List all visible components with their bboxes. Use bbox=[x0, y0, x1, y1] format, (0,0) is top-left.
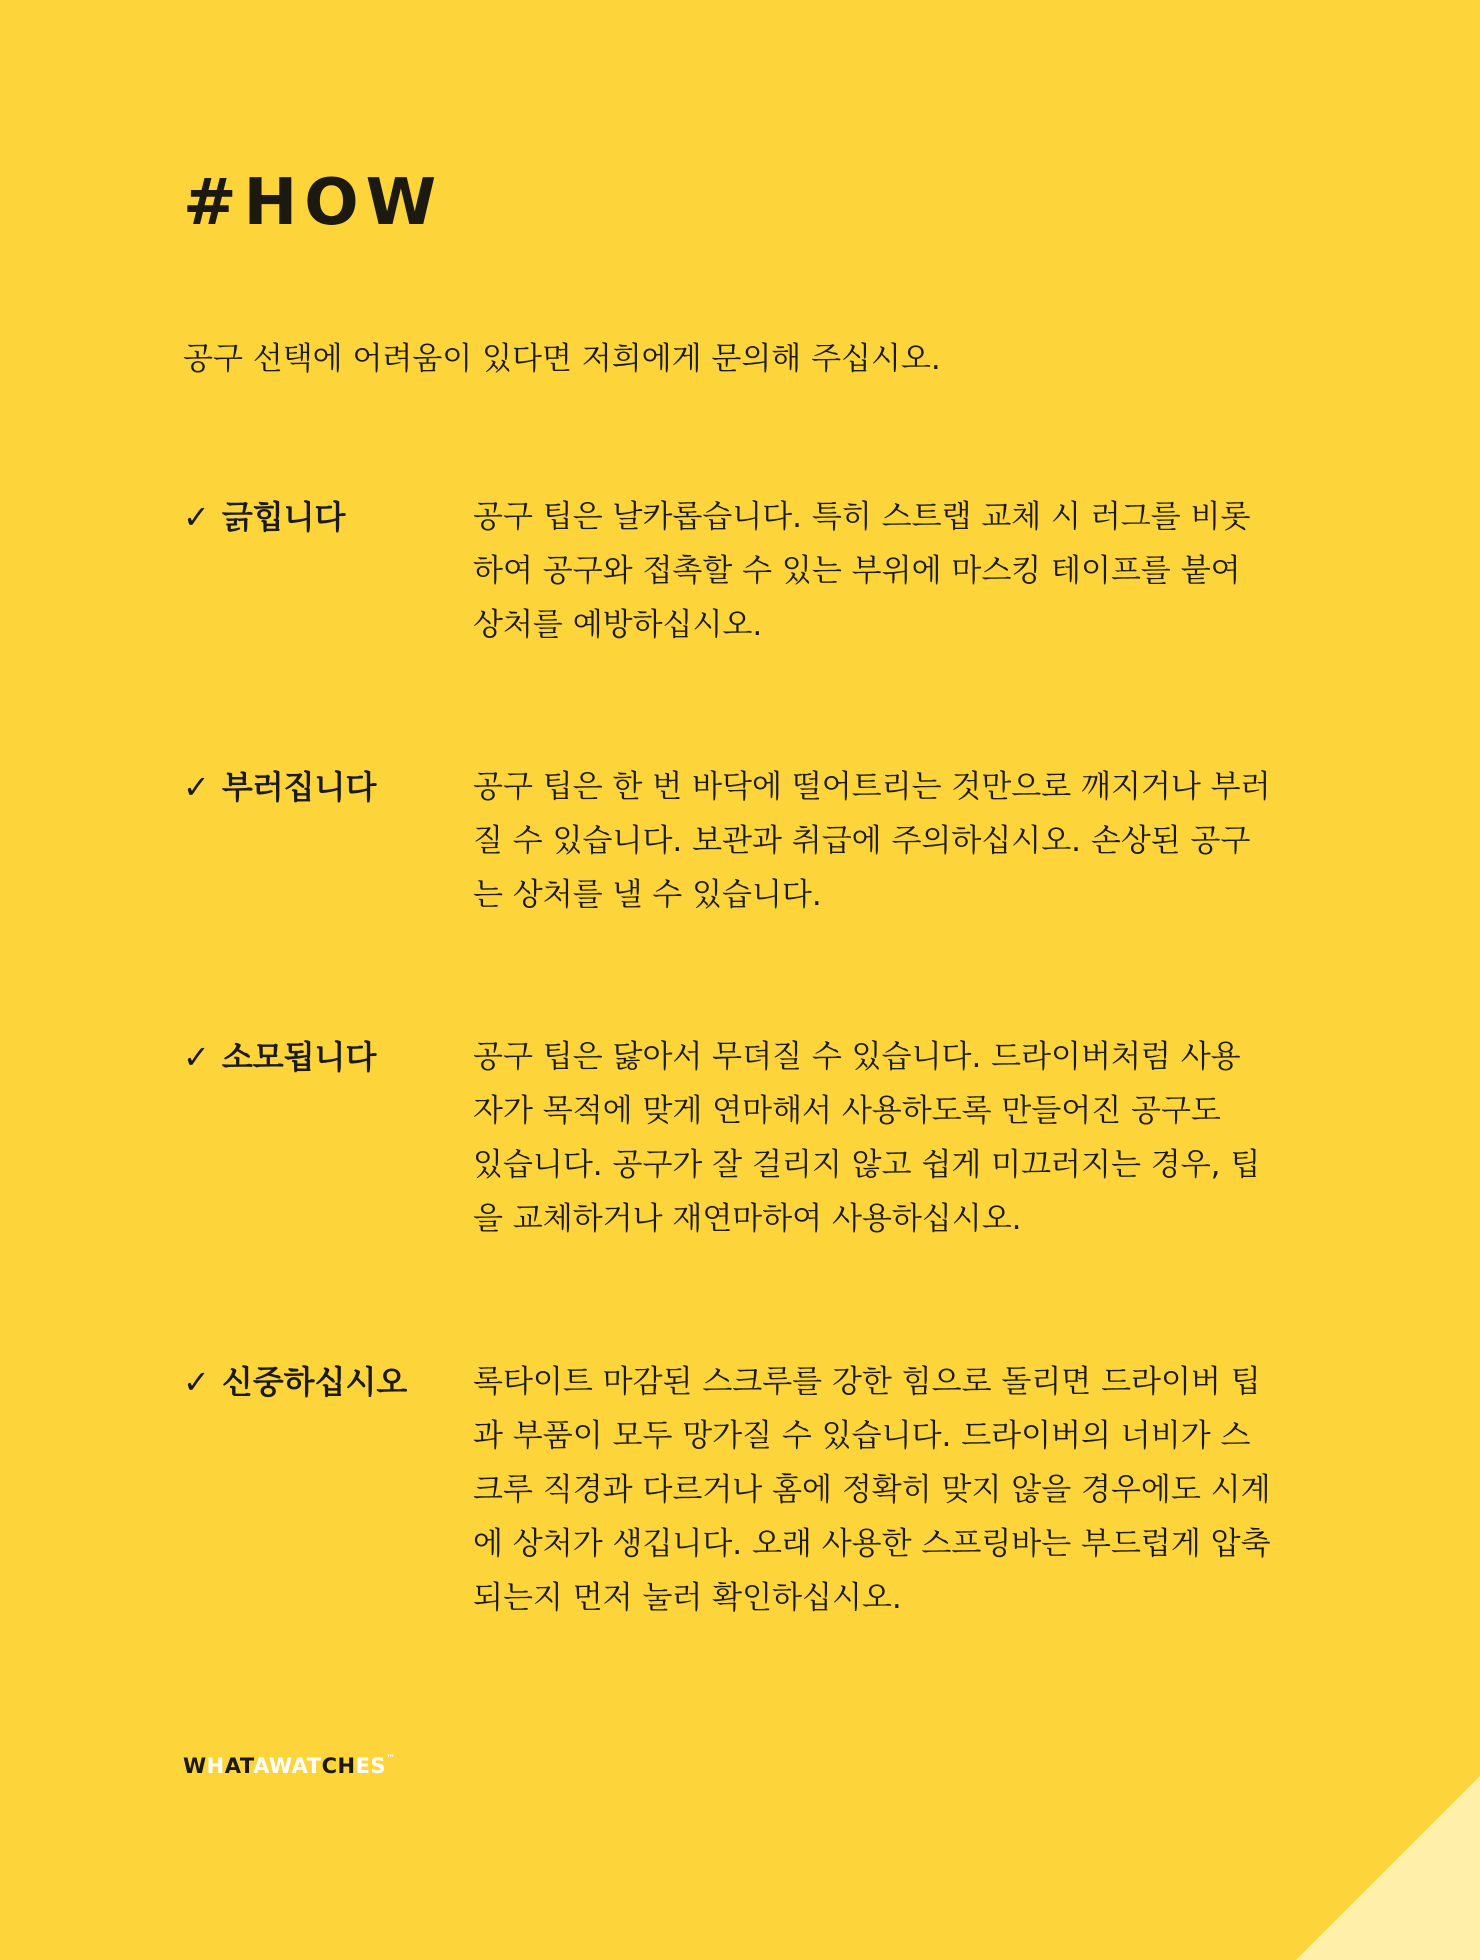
logo-part: AT bbox=[224, 1754, 254, 1778]
check-icon: ✓ bbox=[183, 498, 210, 536]
logo-part: ES bbox=[355, 1754, 387, 1778]
body-line: 록타이트 마감된 스크루를 강한 힘으로 돌리면 드라이버 팁 bbox=[473, 1364, 1261, 1400]
trademark-mark: ™ bbox=[386, 1754, 396, 1764]
body-line: 크루 직경과 다르거나 홈에 정확히 맞지 않을 경우에도 시계 bbox=[473, 1472, 1271, 1508]
section-body bbox=[473, 1355, 1295, 1625]
body-line: 공구 팁은 한 번 바닥에 떨어트리는 것만으로 깨지거나 부러 bbox=[473, 769, 1271, 805]
body-line: 질 수 있습니다. 보관과 취급에 주의하십시오. 손상된 공구 bbox=[473, 823, 1251, 859]
section-heading-label: 부러집니다 bbox=[221, 768, 377, 806]
section-heading-label: 소모됩니다 bbox=[221, 1038, 377, 1076]
logo-part: W bbox=[183, 1754, 207, 1778]
section-body bbox=[473, 1030, 1295, 1246]
section-body bbox=[473, 760, 1295, 922]
body-line: 과 부품이 모두 망가질 수 있습니다. 드라이버의 너비가 스 bbox=[473, 1418, 1251, 1454]
check-icon: ✓ bbox=[183, 1363, 210, 1401]
logo-part: AWAT bbox=[253, 1754, 322, 1778]
body-line: 공구 팁은 닳아서 무뎌질 수 있습니다. 드라이버처럼 사용 bbox=[473, 1039, 1241, 1075]
brand-logo bbox=[183, 1754, 396, 1778]
section-heading-label: 신중하십시오 bbox=[221, 1363, 408, 1401]
body-line: 자가 목적에 맞게 연마해서 사용하도록 만들어진 공구도 bbox=[473, 1093, 1221, 1129]
body-line: 을 교체하거나 재연마하여 사용하십시오. bbox=[473, 1201, 1022, 1237]
page-fold-icon bbox=[1296, 1776, 1480, 1960]
section-body bbox=[473, 490, 1295, 652]
section-heading bbox=[183, 490, 345, 544]
section-heading bbox=[183, 1355, 407, 1409]
section-heading bbox=[183, 760, 376, 814]
body-line: 에 상처가 생깁니다. 오래 사용한 스프링바는 부드럽게 압축 bbox=[473, 1526, 1271, 1562]
check-icon: ✓ bbox=[183, 768, 210, 806]
intro-text: 공구 선택에 어려움이 있다면 저희에게 문의해 주십시오. bbox=[183, 341, 941, 377]
logo-part: H bbox=[206, 1754, 225, 1778]
body-line: 하여 공구와 접촉할 수 있는 부위에 마스킹 테이프를 붙여 bbox=[473, 553, 1241, 589]
section-heading-label: 긁힙니다 bbox=[221, 498, 346, 536]
logo-part: CH bbox=[321, 1754, 356, 1778]
check-icon: ✓ bbox=[183, 1038, 210, 1076]
section-heading bbox=[183, 1030, 376, 1084]
body-line: 있습니다. 공구가 잘 걸리지 않고 쉽게 미끄러지는 경우, 팁 bbox=[473, 1147, 1261, 1183]
body-line: 되는지 먼저 눌러 확인하십시오. bbox=[473, 1580, 902, 1616]
page-title: #HOW bbox=[183, 166, 444, 240]
body-line: 상처를 예방하십시오. bbox=[473, 607, 763, 643]
body-line: 공구 팁은 날카롭습니다. 특히 스트랩 교체 시 러그를 비롯 bbox=[473, 499, 1251, 535]
body-line: 는 상처를 낼 수 있습니다. bbox=[473, 877, 822, 913]
